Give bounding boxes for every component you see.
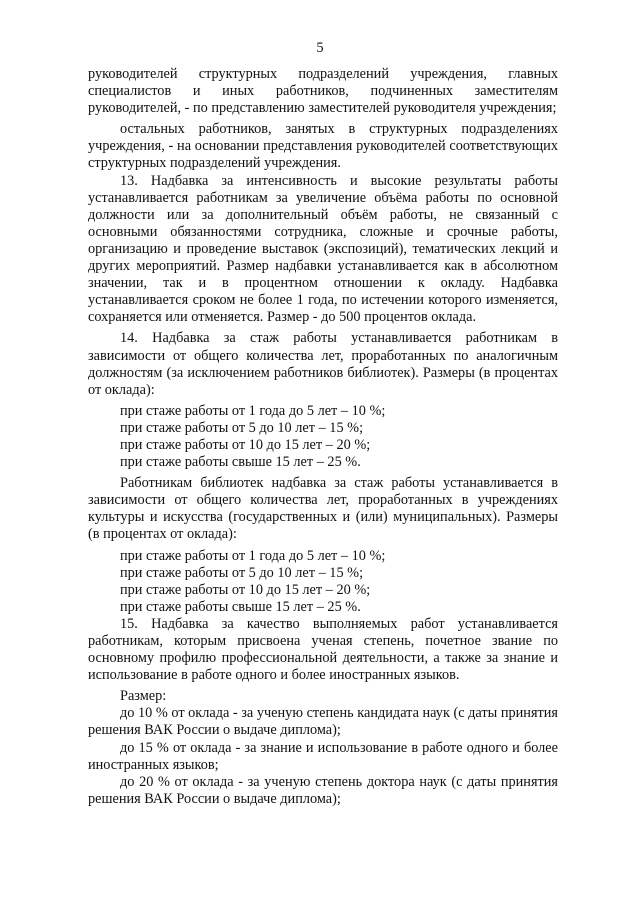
list-item: при стаже работы от 10 до 15 лет – 20 %; <box>120 436 371 453</box>
list-item: при стаже работы от 1 года до 5 лет – 10 %; <box>120 547 386 564</box>
size-doctor-degree: до 20 % от оклада - за ученую степень доктора наук (с даты принятия решения ВАК России о выдаче диплома); <box>88 773 558 807</box>
paragraph-other-employees: остальных работников, занятых в структурных подразделениях учреждения, - на основании представления руководителей соответствующих структурных подразделений учреждения. <box>88 121 558 172</box>
paragraph-library-seniority: Работникам библиотек надбавка за стаж работы устанавливается в зависимости от общего количества лет, проработанных в учреждениях культуры и искусства (государственных и (или) муниципальных). Размеры (в процентах от оклада): <box>88 475 558 543</box>
paragraph-15-quality-bonus: 15. Надбавка за качество выполняемых работ устанавливается работникам, которым присвоена ученая степень, почетное звание по основному профилю профессиональной деятельности, а также за знание и использование в работе одного и более иностранных языков. <box>88 615 558 684</box>
list-item: при стаже работы свыше 15 лет – 25 %. <box>120 454 361 471</box>
size-label: Размер: <box>120 688 167 705</box>
size-candidate-degree: до 10 % от оклада - за ученую степень кандидата наук (с даты принятия решения ВАК России о выдаче диплома); <box>88 705 558 739</box>
paragraph-13-intensity-bonus: 13. Надбавка за интенсивность и высокие результаты работы устанавливается работникам за увеличение объёма работы по основной должности или за дополнительный объём работы, не связанный с основными обязанностями сотрудника, сложные и срочные работы, организацию и проведение выставок (экспозиций), тематических лекций и других мероприятий. Размер надбавки устанавливается как в абсолютном значении, так и в процентном отношении к окладу. Надбавка устанавливается сроком не более 1 года, по истечении которого изменяется, сохраняется или отменяется. Размер - до 500 процентов оклада. <box>88 172 558 326</box>
size-foreign-languages: до 15 % от оклада - за знание и использование в работе одного и более иностранных языков; <box>88 739 558 773</box>
list-item: при стаже работы от 1 года до 5 лет – 10 %; <box>120 402 386 419</box>
paragraph-heads-of-subdivisions: руководителей структурных подразделений учреждения, главных специалистов и иных работников, подчиненных заместителям руководителей, - по представлению заместителей руководителя учреждения; <box>88 66 558 117</box>
list-item: при стаже работы свыше 15 лет – 25 %. <box>120 598 361 615</box>
list-item: при стаже работы от 10 до 15 лет – 20 %; <box>120 581 371 598</box>
paragraph-14-seniority-bonus: 14. Надбавка за стаж работы устанавливается работникам в зависимости от общего количества лет, проработанных по аналогичным должностям (за исключением работников библиотек). Размеры (в процентах от оклада): <box>88 330 558 398</box>
page-number: 5 <box>316 40 324 56</box>
list-item: при стаже работы от 5 до 10 лет – 15 %; <box>120 419 364 436</box>
document-body <box>88 66 558 808</box>
list-item: при стаже работы от 5 до 10 лет – 15 %; <box>120 564 364 581</box>
